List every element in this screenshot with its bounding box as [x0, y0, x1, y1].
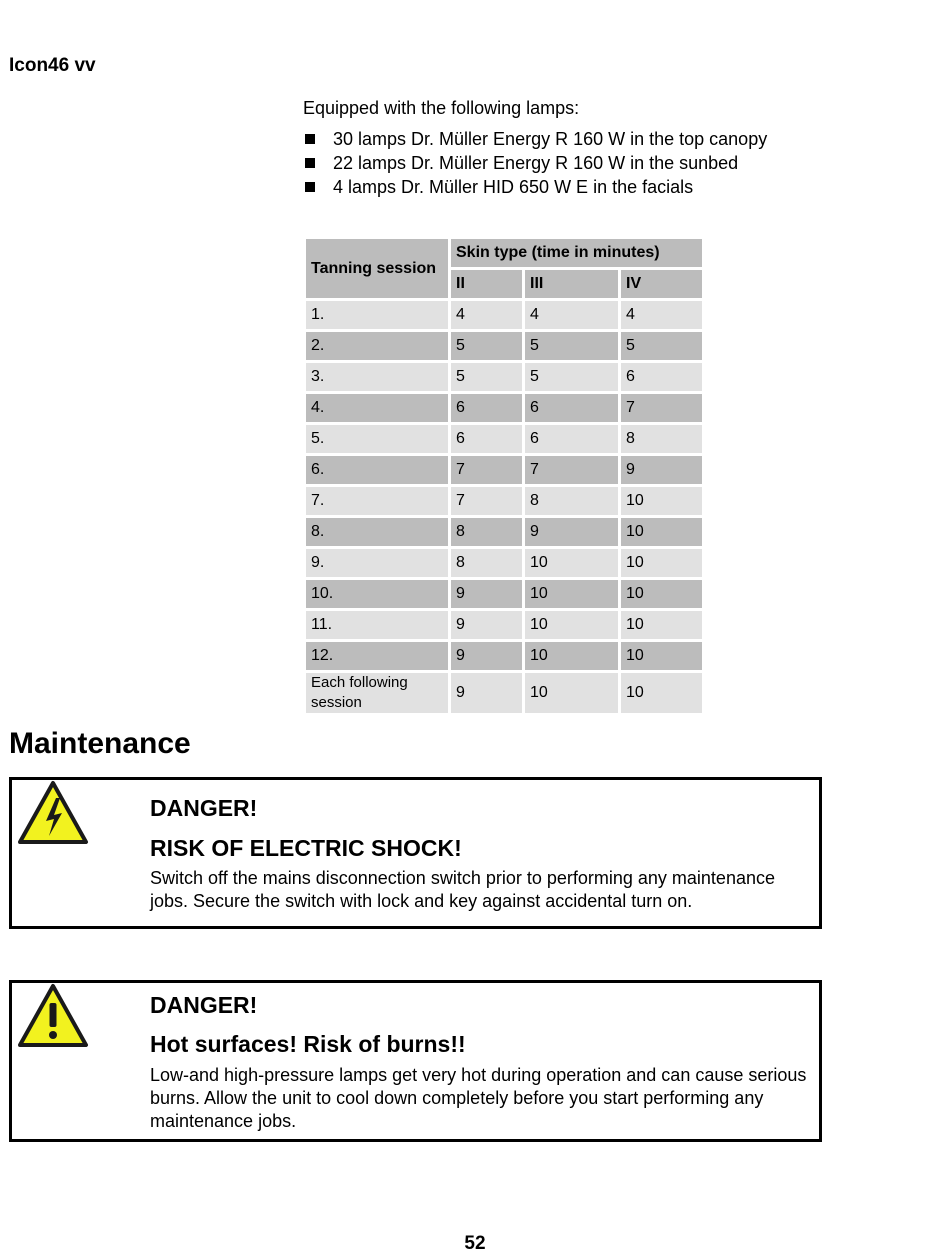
lamp-item-text: 30 lamps Dr. Müller Energy R 160 W in the top canopy	[333, 129, 768, 149]
session-cell: 12.	[306, 642, 448, 670]
session-cell: 1.	[306, 301, 448, 329]
maintenance-heading: Maintenance	[9, 727, 191, 760]
time-cell: 4	[451, 301, 522, 329]
warning-title: DANGER!	[150, 795, 258, 821]
list-item	[303, 128, 767, 152]
time-cell: 8	[451, 549, 522, 577]
square-bullet-icon	[305, 182, 315, 192]
time-cell: 6	[525, 425, 618, 453]
table-row	[306, 301, 702, 329]
time-cell: 7	[525, 456, 618, 484]
skin-type-ii-header: II	[451, 270, 522, 298]
table-row	[306, 642, 702, 670]
time-cell: 6	[451, 425, 522, 453]
session-cell: 11.	[306, 611, 448, 639]
hot-surface-warning-box	[9, 980, 822, 1142]
time-cell: 9	[621, 456, 702, 484]
time-cell: 10	[525, 611, 618, 639]
time-cell: 10	[621, 549, 702, 577]
skin-type-iii-header: III	[525, 270, 618, 298]
table-row	[306, 611, 702, 639]
table-row	[306, 673, 702, 713]
time-cell: 6	[525, 394, 618, 422]
table-row	[306, 394, 702, 422]
time-cell: 7	[451, 456, 522, 484]
list-item	[303, 176, 767, 200]
time-cell: 7	[621, 394, 702, 422]
time-cell: 9	[451, 580, 522, 608]
time-cell: 5	[621, 332, 702, 360]
lamp-item-text: 22 lamps Dr. Müller Energy R 160 W in the sunbed	[333, 153, 739, 173]
skin-type-iv-header: IV	[621, 270, 702, 298]
table-row	[306, 363, 702, 391]
square-bullet-icon	[305, 134, 315, 144]
time-cell: 5	[525, 363, 618, 391]
time-cell: 9	[525, 518, 618, 546]
lamp-list	[303, 128, 767, 200]
lamp-item-text: 4 lamps Dr. Müller HID 650 W E in the facials	[333, 177, 694, 197]
square-bullet-icon	[305, 158, 315, 168]
time-cell: 5	[525, 332, 618, 360]
time-cell: 4	[621, 301, 702, 329]
electric-shock-warning-icon	[17, 780, 89, 846]
time-cell: 4	[525, 301, 618, 329]
time-cell: 10	[525, 642, 618, 670]
session-cell: 10.	[306, 580, 448, 608]
warning-subtitle: Hot surfaces! Risk of burns!!	[150, 1031, 466, 1057]
time-cell: 10	[621, 642, 702, 670]
session-header: Tanning session	[306, 239, 448, 298]
session-cell: 8.	[306, 518, 448, 546]
warning-subtitle: RISK OF ELECTRIC SHOCK!	[150, 835, 462, 861]
time-cell: 5	[451, 332, 522, 360]
warning-body: Low-and high-pressure lamps get very hot during operation and can cause serious burns. Allow the unit to cool down completely before you start performing any maintenance jobs.	[150, 1065, 807, 1131]
time-cell: 10	[621, 580, 702, 608]
time-cell: 10	[525, 549, 618, 577]
lamps-intro: Equipped with the following lamps:	[303, 98, 580, 118]
table-row	[306, 487, 702, 515]
session-cell: 5.	[306, 425, 448, 453]
warning-body: Switch off the mains disconnection switch prior to performing any maintenance jobs. Secure the switch with lock and key against accidental turn on.	[150, 868, 775, 911]
list-item	[303, 152, 767, 176]
warning-title: DANGER!	[150, 992, 258, 1018]
session-cell: 3.	[306, 363, 448, 391]
model-title: Icon46 vv	[9, 55, 96, 76]
time-cell: 10	[621, 518, 702, 546]
time-cell: 6	[451, 394, 522, 422]
table-row	[306, 456, 702, 484]
time-cell: 5	[451, 363, 522, 391]
table-row	[306, 332, 702, 360]
electric-shock-warning-box	[9, 777, 822, 929]
skin-type-header: Skin type (time in minutes)	[451, 239, 702, 267]
time-cell: 8	[621, 425, 702, 453]
time-cell: 9	[451, 611, 522, 639]
time-cell: 10	[621, 611, 702, 639]
page-number: 52	[464, 1233, 486, 1254]
time-cell: 10	[621, 673, 702, 713]
time-cell: 9	[451, 673, 522, 713]
time-cell: 6	[621, 363, 702, 391]
general-warning-icon	[17, 983, 89, 1049]
table-row	[306, 549, 702, 577]
session-cell: 7.	[306, 487, 448, 515]
table-row	[306, 518, 702, 546]
session-cell: 6.	[306, 456, 448, 484]
time-cell: 8	[525, 487, 618, 515]
time-cell: 10	[525, 580, 618, 608]
session-cell: Each following session	[306, 673, 448, 713]
time-cell: 8	[451, 518, 522, 546]
session-cell: 4.	[306, 394, 448, 422]
time-cell: 10	[525, 673, 618, 713]
table-row	[306, 425, 702, 453]
session-cell: 9.	[306, 549, 448, 577]
time-cell: 10	[621, 487, 702, 515]
tanning-table	[303, 236, 705, 716]
table-row	[306, 580, 702, 608]
time-cell: 7	[451, 487, 522, 515]
session-cell: 2.	[306, 332, 448, 360]
time-cell: 9	[451, 642, 522, 670]
